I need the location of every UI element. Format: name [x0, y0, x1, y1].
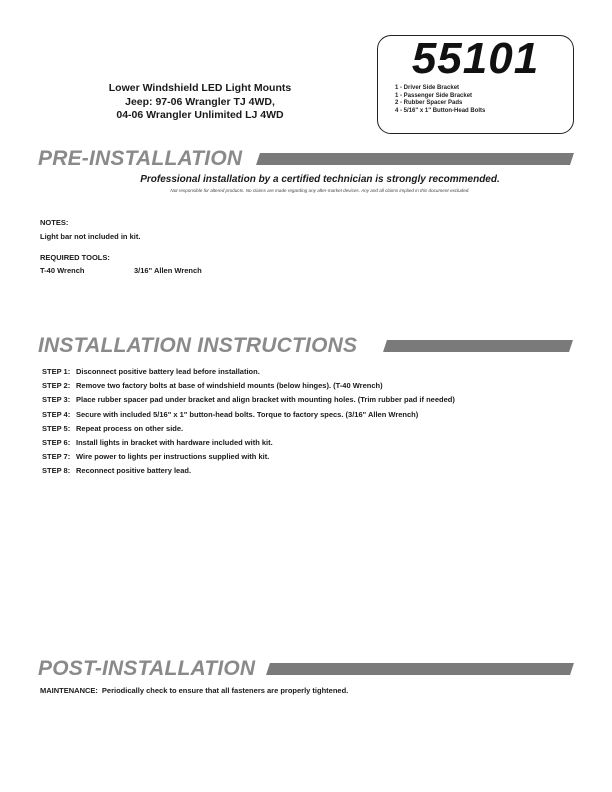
step-row — [42, 436, 455, 450]
step-row — [42, 393, 455, 407]
maintenance-label: MAINTENANCE: — [40, 686, 98, 695]
kit-contents-list — [395, 85, 485, 115]
part-number: 55101 — [411, 34, 540, 83]
installation-bar — [383, 340, 573, 352]
step-row — [42, 450, 455, 464]
step-label: STEP 1: — [42, 367, 71, 376]
installation-steps — [42, 365, 455, 479]
step-label: STEP 3: — [42, 395, 71, 405]
title-line-3: 04-06 Wrangler Unlimited LJ 4WD — [116, 109, 284, 121]
notes-text: Light bar not included in kit. — [40, 232, 141, 241]
step-label: STEP 5: — [42, 423, 71, 433]
step-text: Repeat process on other side. — [76, 423, 184, 433]
maintenance-text: Periodically check to ensure that all fasteners are properly tightened. — [101, 686, 349, 695]
step-row — [42, 422, 455, 436]
kit-item: 2 - Rubber Spacer Pads — [395, 100, 463, 107]
step-row — [42, 408, 455, 422]
tool-item: T-40 Wrench — [40, 266, 85, 275]
title-line-2: Jeep: 97-06 Wrangler TJ 4WD, — [125, 95, 275, 108]
pre-installation-heading: PRE-INSTALLATION — [38, 147, 243, 170]
step-row — [42, 379, 455, 393]
step-text: Secure with included 5/16" x 1" button-head bolts. Torque to factory specs. (3/16" Allen Wrench) — [76, 409, 419, 419]
step-label: STEP 6: — [42, 438, 71, 448]
step-row — [42, 365, 455, 379]
required-tools-label: REQUIRED TOOLS: — [40, 253, 110, 262]
kit-item: 1 - Passenger Side Bracket — [395, 92, 473, 99]
step-text: Place rubber spacer pad under bracket and align bracket with mounting holes. (Trim rubber pad if needed) — [76, 395, 455, 405]
post-installation-bar — [266, 663, 574, 675]
notes-label: NOTES: — [40, 218, 69, 227]
product-title — [90, 82, 310, 123]
kit-item: 4 - 5/16" x 1" Button-Head Bolts — [395, 107, 486, 114]
installation-heading: INSTALLATION INSTRUCTIONS — [38, 334, 358, 357]
professional-warning: Professional installation by a certified technician is strongly recommended. — [140, 174, 500, 185]
title-line-1: Lower Windshield LED Light Mounts — [108, 82, 292, 94]
step-text: Wire power to lights per instructions supplied with kit. — [76, 452, 270, 462]
post-installation-heading: POST-INSTALLATION — [38, 657, 256, 680]
step-text: Remove two factory bolts at base of windshield mounts (below hinges). (T-40 Wrench) — [76, 381, 383, 391]
tool-item: 3/16" Allen Wrench — [134, 266, 202, 275]
step-text: Disconnect positive battery lead before installation. — [76, 367, 260, 376]
step-label: STEP 4: — [42, 409, 71, 419]
step-label: STEP 8: — [42, 466, 71, 476]
disclaimer: Not responsible for altered products. No claims are made regarding any after-market devices. Any and all claims implied in this document excluded. — [170, 188, 470, 193]
maintenance-line — [40, 686, 352, 695]
step-text: Reconnect positive battery lead. — [76, 466, 192, 476]
step-row — [42, 464, 455, 478]
part-number-box — [377, 35, 574, 134]
step-label: STEP 2: — [42, 381, 71, 391]
kit-item: 1 - Driver Side Bracket — [395, 85, 460, 91]
pre-installation-bar — [256, 153, 574, 165]
step-label: STEP 7: — [42, 452, 71, 462]
step-text: Install lights in bracket with hardware included with kit. — [76, 438, 273, 448]
